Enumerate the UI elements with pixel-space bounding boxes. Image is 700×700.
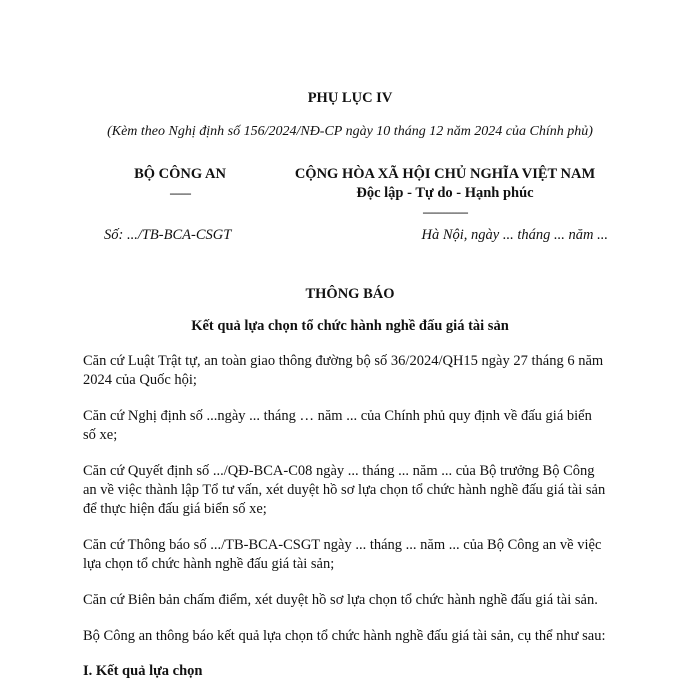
- place-date: Hà Nội, ngày ... tháng ... năm ...: [421, 227, 608, 243]
- paragraph: Căn cứ Nghị định số ...ngày ... tháng … năm ... của Chính phủ quy định về đấu giá biển số xe;: [83, 408, 592, 443]
- appendix-note: (Kèm theo Nghị định số 156/2024/NĐ-CP ngày 10 tháng 12 năm 2024 của Chính phủ): [107, 124, 593, 139]
- nation-block: [280, 166, 610, 218]
- agency-divider: -------: [169, 186, 191, 200]
- agency-block: [105, 166, 255, 199]
- paragraph: Bộ Công an thông báo kết quả lựa chọn tổ chức hành nghề đấu giá tài sản, cụ thể như sau:: [83, 628, 606, 644]
- document-type: THÔNG BÁO: [305, 286, 395, 302]
- paragraph: Căn cứ Thông báo số .../TB-BCA-CSGT ngày ... tháng ... năm ... của Bộ Công an về việc lựa chọn tổ chức hành nghề đấu giá tài sản;: [83, 537, 602, 572]
- paragraph: Căn cứ Luật Trật tự, an toàn giao thông đường bộ số 36/2024/QH15 ngày 27 tháng 6 năm 2024 của Quốc hội;: [83, 353, 604, 388]
- paragraph: Căn cứ Quyết định số .../QĐ-BCA-C08 ngày ... tháng ... năm ... của Bộ trưởng Bộ Công an về việc thành lập Tổ tư vấn, xét duyệt hồ sơ lựa chọn tổ chức hành nghề đấu giá tài sản để thực hiện đấu giá biển số xe;: [83, 463, 606, 517]
- section-heading: I. Kết quả lựa chọn: [83, 663, 203, 679]
- document-number: Số: .../TB-BCA-CSGT: [104, 227, 232, 243]
- motto-divider: ---------------: [422, 205, 468, 219]
- document-subject: Kết quả lựa chọn tổ chức hành nghề đấu giá tài sản: [191, 318, 509, 334]
- paragraph: Căn cứ Biên bản chấm điểm, xét duyệt hồ sơ lựa chọn tổ chức hành nghề đấu giá tài sản.: [83, 592, 598, 608]
- agency-name: BỘ CÔNG AN: [134, 166, 226, 182]
- appendix-title: PHỤ LỤC IV: [307, 90, 393, 106]
- body-text: [83, 352, 608, 680]
- national-motto: Độc lập - Tự do - Hạnh phúc: [356, 185, 534, 201]
- nation-name: CỘNG HÒA XÃ HỘI CHỦ NGHĨA VIỆT NAM: [294, 166, 596, 182]
